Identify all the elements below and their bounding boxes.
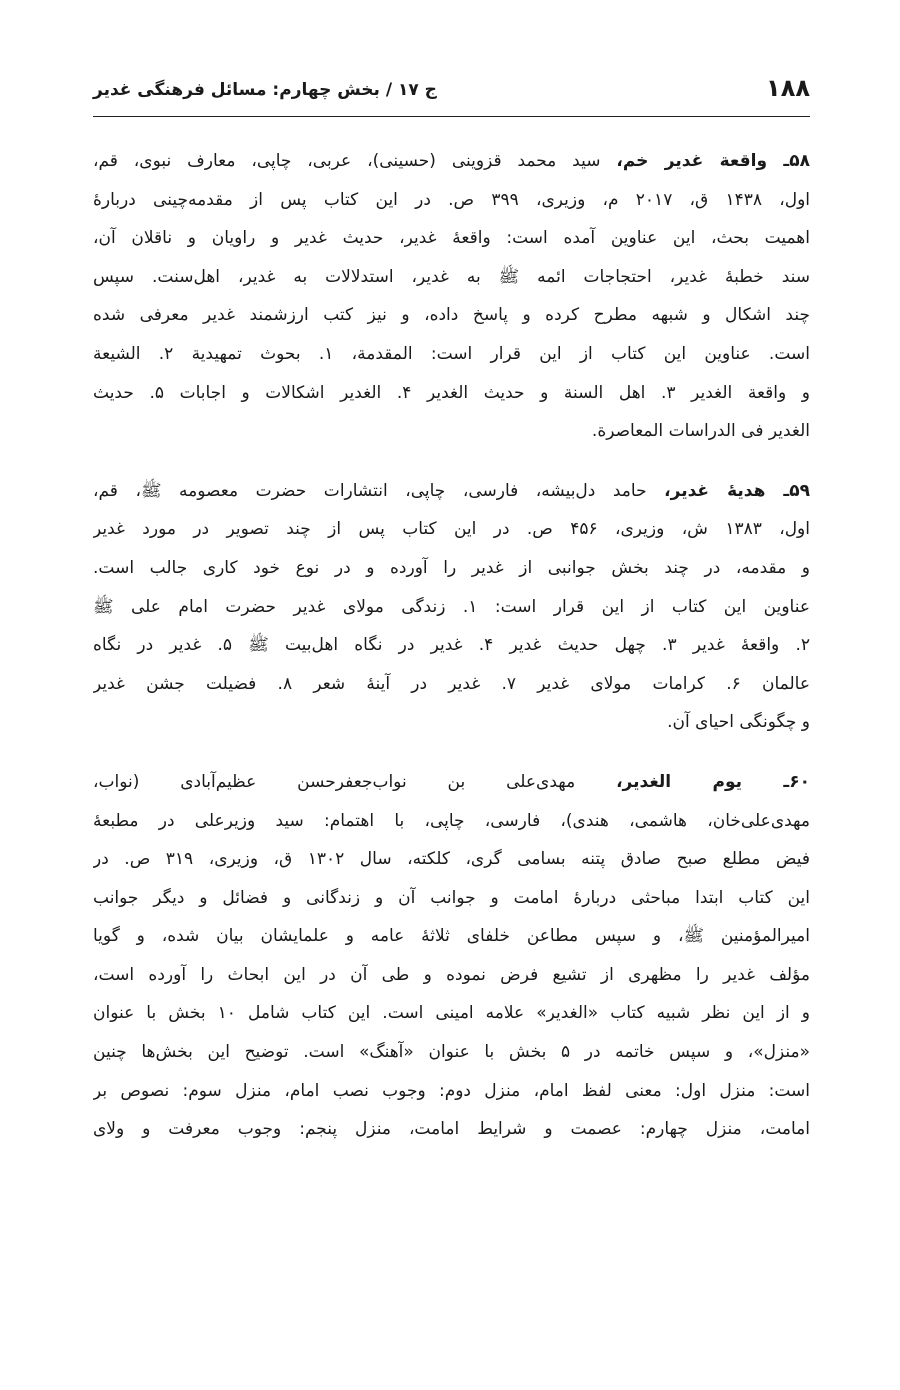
entry-line: «منزل»، و سپس خاتمه در ۵ بخش با عنوان «آهنگ» است. توضیح این بخش‌ها چنین bbox=[93, 1042, 810, 1063]
entry-line: امامت، منزل چهارم: عصمت و شرایط امامت، منزل پنجم: وجوب معرفت و ولای bbox=[93, 1119, 810, 1140]
entry-line: عناوین این کتاب از این قرار است: ۱. زندگی مولای غدیر حضرت امام علی ﷺ bbox=[93, 596, 810, 617]
entry-line: ۲. واقعهٔ غدیر ۳. چهل حدیث غدیر ۴. غدیر در نگاه اهل‌بیت ﷺ ۵. غدیر در نگاه bbox=[93, 635, 810, 656]
page-header bbox=[93, 72, 810, 108]
entry-line: مهدی‌علی‌خان، هاشمی، هندی)، فارسی، چاپی، با اهتمام: سید وزیرعلی در مطبعهٔ bbox=[93, 810, 810, 831]
entry-line: عالمان ۶. کرامات مولای غدیر ۷. غدیر در آینهٔ شعر ۸. فضیلت جشن غدیر bbox=[93, 673, 810, 694]
entry-title: ۵۸ـ واقعة غدیر خم، bbox=[616, 151, 810, 171]
entry-line: اول، ۱۳۸۳ ش، وزیری، ۴۵۶ ص. در این کتاب پس از چند تصویر در مورد غدیر bbox=[93, 519, 810, 540]
header-rule bbox=[93, 116, 810, 117]
entry-line: ۶۰ـ یوم الغدیر، مهدی‌علی بن نواب‌جعفرحسن عظیم‌آبادی (نواب، bbox=[93, 771, 810, 792]
entry-title: ۶۰ـ یوم الغدیر، bbox=[616, 771, 810, 792]
entry-line: و چگونگی احیای آن. bbox=[667, 712, 810, 733]
bibliography-entry-58 bbox=[93, 142, 810, 451]
page-body bbox=[93, 142, 810, 1170]
entry-line: سند خطبهٔ غدیر، احتجاجات ائمه ﷺ به غدیر، استدلالات به غدیر، اهل‌سنت. سپس bbox=[93, 266, 810, 287]
entry-line: الغدیر فی الدراسات المعاصرة. bbox=[591, 421, 810, 442]
entry-line: است. عناوین این کتاب از این قرار است: المقدمة، ۱. بحوث تمهیدیة ۲. الشیعة bbox=[93, 343, 810, 364]
entry-line: فیض مطلع صبح صادق پتنه بسامی گری، کلکته، سال ۱۳۰۲ ق، وزیری، ۳۱۹ ص. در bbox=[93, 849, 810, 870]
entry-line: مؤلف غدیر را مظهری از تشیع فرض نموده و طی آن در این ابحاث را آورده است، bbox=[93, 964, 810, 985]
entry-title: ۵۹ـ هدیهٔ غدیر، bbox=[664, 480, 810, 501]
entry-line: و مقدمه، در چند بخش جوانبی از غدیر را آورده و در نوع خود کاری جالب است. bbox=[93, 557, 810, 578]
entry-line: و از این نظر شبیه کتاب «الغدیر» علامه امینی است. این کتاب شامل ۱۰ بخش با عنوان bbox=[93, 1003, 810, 1024]
bibliography-entry-60 bbox=[93, 763, 810, 1149]
bibliography-entry-59 bbox=[93, 472, 810, 742]
entry-line: ۵۸ـ واقعة غدیر خم، سید محمد قزوینی (حسینی)، عربی، چاپی، معارف نبوی، قم، bbox=[93, 151, 810, 171]
page-number: ۱۸۸ bbox=[766, 74, 810, 102]
entry-line: چند اشکال و شبهه مطرح کرده و پاسخ داده، و نیز کتب ارزشمند غدیر معرفی شده bbox=[93, 305, 810, 326]
entry-line: این کتاب ابتدا مباحثی دربارهٔ امامت و جوانب آن و زندگانی و فضائل و دیگر جوانب bbox=[93, 887, 810, 908]
entry-line: اول، ۱۴۳۸ ق، ۲۰۱۷ م، وزیری، ۳۹۹ ص. در این کتاب پس از مقدمه‌چینی دربارهٔ bbox=[93, 189, 810, 210]
entry-line: و واقعة الغدیر ۳. اهل السنة و حدیث الغدیر ۴. الغدیر اشکالات و اجابات ۵. حدیث bbox=[93, 382, 810, 403]
running-head: ج ۱۷ / بخش چهارم: مسائل فرهنگی غدیر bbox=[93, 80, 437, 100]
entry-line: اهمیت بحث، این عناوین آمده است: واقعهٔ غدیر، حدیث غدیر و راویان و ناقلان آن، bbox=[93, 228, 810, 249]
entry-line: امیرالمؤمنین ﷺ، و سپس مطاعن خلفای ثلاثهٔ عامه و علمایشان بیان شده، و گویا bbox=[93, 926, 810, 947]
entry-line: است: منزل اول: معنی لفظ امام، منزل دوم: وجوب نصب امام، منزل سوم: نصوص بر bbox=[93, 1080, 810, 1101]
entry-line: ۵۹ـ هدیهٔ غدیر، حامد دل‌بیشه، فارسی، چاپی، انتشارات حضرت معصومه ﷺ، قم، bbox=[93, 480, 810, 501]
